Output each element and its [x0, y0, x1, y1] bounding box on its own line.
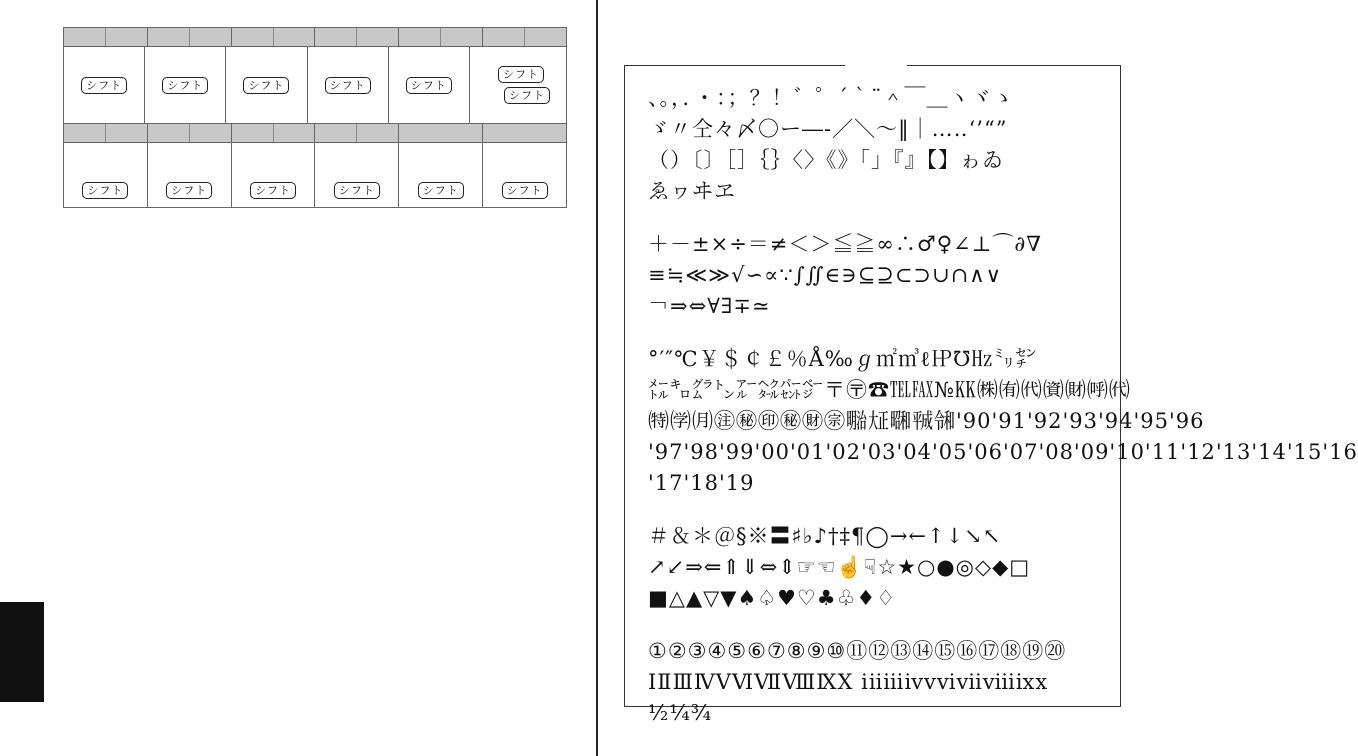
- symbol-line: ⅠⅡⅢⅣⅤⅥⅦⅧⅨⅩ ⅰⅱⅲⅳⅴⅵⅶⅷⅸⅹ: [648, 670, 1049, 694]
- symbol-group-math: [648, 229, 1116, 322]
- symbol-line: ＃＆＊＠§※〓♯♭♪†‡¶◯→←↑↓↘↖: [648, 524, 1002, 548]
- header-col: [64, 28, 148, 46]
- table-header-row: [64, 124, 566, 143]
- shift-key-icon: シフト: [325, 77, 371, 94]
- table-row: [64, 47, 566, 124]
- symbol-line: ①②③④⑤⑥⑦⑧⑨⑩⑪⑫⑬⑭⑮⑯⑰⑱⑲⑳: [648, 639, 1067, 663]
- table-cell: [226, 47, 307, 123]
- symbol-line: ￢⇒⇔∀∃∓≃: [648, 294, 771, 318]
- shift-key-icon: シフト: [250, 182, 296, 199]
- symbol-line: ½¼¾: [648, 701, 713, 725]
- symbol-line: ゑヮヰヱ: [648, 179, 736, 203]
- header-col: [64, 124, 148, 142]
- shift-key-icon: シフト: [418, 182, 464, 199]
- header-col: [232, 124, 316, 142]
- table-cell: [64, 143, 148, 207]
- symbol-list: [648, 83, 1358, 729]
- table-cell: [399, 143, 483, 207]
- header-col: [148, 124, 232, 142]
- page-divider: [596, 0, 598, 756]
- shift-key-icon: シフト: [243, 77, 289, 94]
- shift-key-icon: シフト: [81, 77, 127, 94]
- symbol-line: ↗↙⇒⇐⇑⇓⇔⇕☞☜☝☟☆★○●◎◇◆□: [648, 555, 1031, 579]
- symbol-line: '97'98'99'00'01'02'03'04'05'06'07'08'09'10'11'12'13'14'15'16: [648, 440, 1358, 464]
- table-cell: [483, 143, 566, 207]
- symbol-line: ≡≒≪≫√∽∝∵∫∬∈∋⊆⊇⊂⊃∪∩∧∨: [648, 263, 1002, 287]
- shift-key-icon: シフト: [498, 66, 544, 83]
- symbol-group-marks: [648, 521, 1116, 614]
- header-col: [483, 28, 566, 46]
- shift-key-icon: シフト: [406, 77, 452, 94]
- shift-key-icon: シフト: [162, 77, 208, 94]
- shift-key-table: [63, 27, 567, 208]
- header-col: [315, 124, 399, 142]
- table-cell: [148, 143, 232, 207]
- symbol-line: ■△▲▽▼♠♤♥♡♣♧♦♢: [648, 586, 897, 610]
- shift-key-icon: シフト: [82, 182, 128, 199]
- table-cell: [145, 47, 226, 123]
- header-col: [399, 124, 483, 142]
- symbol-box-title-gap: [845, 61, 907, 67]
- table-cell: [308, 47, 389, 123]
- header-col: [148, 28, 232, 46]
- table-cell: [64, 47, 145, 123]
- table-cell: [389, 47, 470, 123]
- section-index-tab: [0, 602, 44, 702]
- symbol-line: °′″℃￥＄￠￡％Å‰ℊ㎡㎥ℓ㏋℧㎐㍉㌢: [648, 347, 1038, 371]
- shift-key-icon: シフト: [502, 182, 548, 199]
- symbol-line: ゞ〃仝々〆〇ー―‐／＼～‖｜…‥‘’“”: [648, 117, 1008, 141]
- symbol-line: '17'18'19: [648, 471, 755, 495]
- table-header-row: [64, 28, 566, 47]
- symbol-line: ㍍㌔㌘㌧㌃㌶㌫㌻〒〶☎℡℻№㏍㈱㈲㈹㈾㈶㈺㈹: [648, 378, 1131, 402]
- table-cell: [232, 143, 316, 207]
- symbol-line: 、。，．・：；？！゛゜´｀¨＾￣＿ヽヾゝ: [648, 86, 1015, 110]
- symbol-line: ＋－±×÷＝≠＜＞≦≧∞∴♂♀∠⊥⌒∂∇: [648, 232, 1042, 256]
- symbol-group-punctuation: [648, 83, 1116, 207]
- table-cell: [315, 143, 399, 207]
- header-col: [483, 124, 566, 142]
- table-cell: [470, 47, 566, 123]
- symbol-group-numbers: [648, 636, 1116, 729]
- shift-key-icon: シフト: [504, 87, 550, 104]
- symbol-line: （）〔〕［］｛｝〈〉《》「」『』【】ゎゐ: [648, 148, 1004, 172]
- header-col: [315, 28, 399, 46]
- shift-key-icon: シフト: [166, 182, 212, 199]
- header-col: [232, 28, 316, 46]
- header-col: [399, 28, 483, 46]
- table-row: [64, 143, 566, 207]
- symbol-group-units: [648, 344, 1358, 499]
- shift-key-icon: シフト: [334, 182, 380, 199]
- symbol-line: ㈵㈻㈪㊟㊙㊞㊙㊖㊪㍾㍽㍼㍻㋿'90'91'92'93'94'95'96: [648, 409, 1205, 433]
